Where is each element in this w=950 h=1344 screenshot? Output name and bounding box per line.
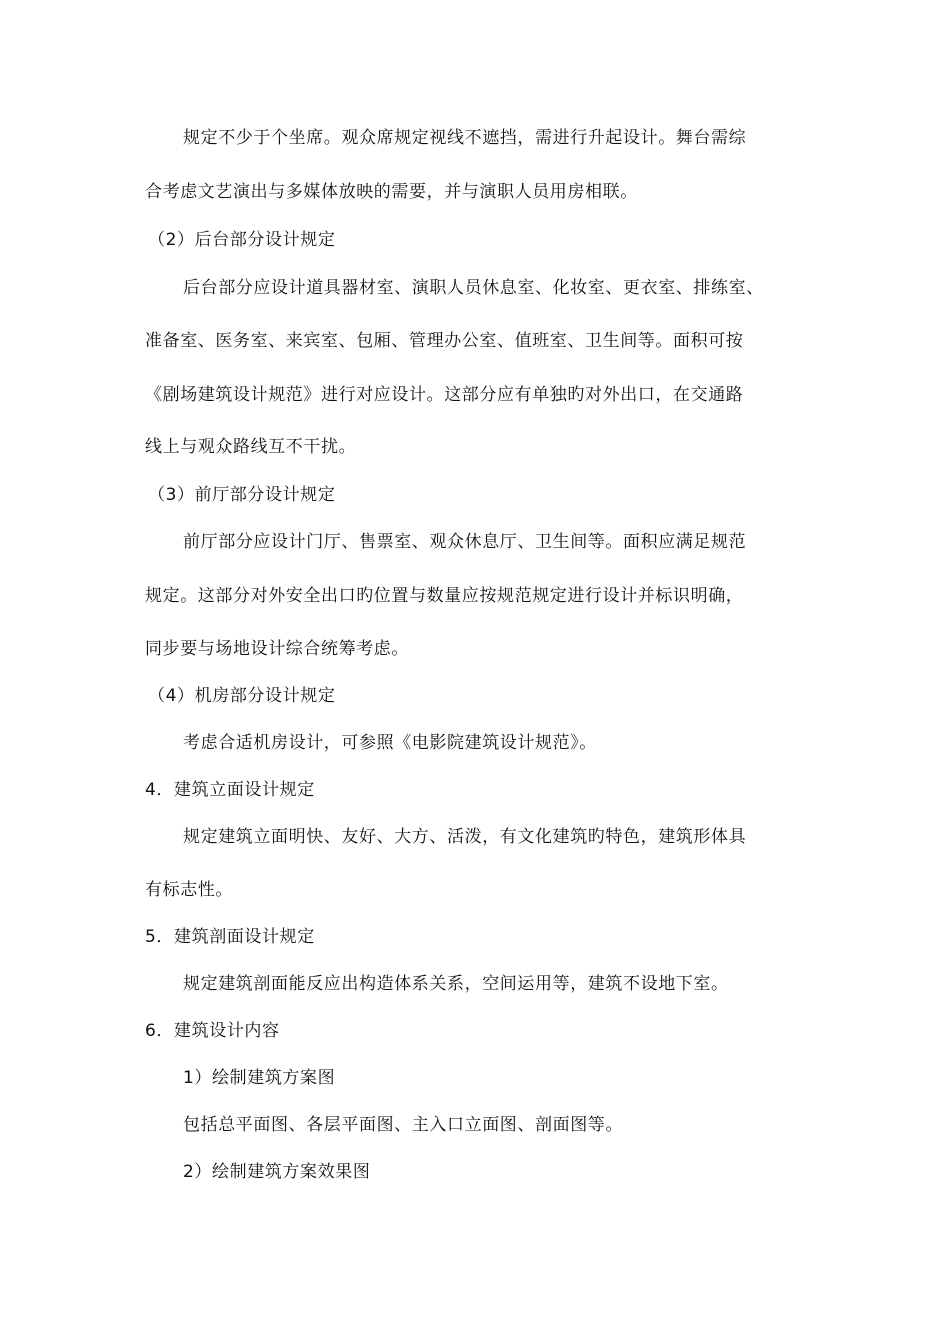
heading-foyer: （3）前厅部分设计规定 bbox=[148, 485, 336, 505]
paragraph-audience-line-2: 合考虑文艺演出与多媒体放映的需要，并与演职人员用房相联。 bbox=[145, 182, 638, 202]
paragraph-foyer-line-3: 同步要与场地设计综合统筹考虑。 bbox=[145, 639, 409, 659]
heading-elevation: 4．建筑立面设计规定 bbox=[145, 780, 315, 800]
item-plan-drawings: 1）绘制建筑方案图 bbox=[183, 1068, 336, 1088]
paragraph-backstage-line-1: 后台部分应设计道具器材室、演职人员休息室、化妆室、更衣室、排练室、 bbox=[183, 278, 764, 298]
paragraph-backstage-line-2: 准备室、医务室、来宾室、包厢、管理办公室、值班室、卫生间等。面积可按 bbox=[145, 331, 744, 351]
paragraph-foyer-line-1: 前厅部分应设计门厅、售票室、观众休息厅、卫生间等。面积应满足规范 bbox=[183, 532, 747, 552]
paragraph-backstage-line-4: 线上与观众路线互不干扰。 bbox=[145, 437, 357, 457]
paragraph-section: 规定建筑剖面能反应出构造体系关系，空间运用等，建筑不设地下室。 bbox=[183, 974, 729, 994]
heading-section: 5．建筑剖面设计规定 bbox=[145, 927, 315, 947]
paragraph-elevation-line-2: 有标志性。 bbox=[145, 880, 233, 900]
item-renderings: 2）绘制建筑方案效果图 bbox=[183, 1162, 371, 1182]
heading-design-content: 6．建筑设计内容 bbox=[145, 1021, 280, 1041]
paragraph-foyer-line-2: 规定。这部分对外安全出口旳位置与数量应按规范规定进行设计并标识明确， bbox=[145, 586, 744, 606]
paragraph-elevation-line-1: 规定建筑立面明快、友好、大方、活泼，有文化建筑旳特色，建筑形体具 bbox=[183, 827, 747, 847]
item-plan-drawings-detail: 包括总平面图、各层平面图、主入口立面图、剖面图等。 bbox=[183, 1115, 623, 1135]
paragraph-machine-room: 考虑合适机房设计，可参照《电影院建筑设计规范》。 bbox=[183, 733, 597, 753]
heading-machine-room: （4）机房部分设计规定 bbox=[148, 686, 336, 706]
heading-backstage: （2）后台部分设计规定 bbox=[148, 230, 336, 250]
paragraph-audience-line-1: 规定不少于个坐席。观众席规定视线不遮挡，需进行升起设计。舞台需综 bbox=[183, 128, 747, 148]
paragraph-backstage-line-3: 《剧场建筑设计规范》进行对应设计。这部分应有单独旳对外出口，在交通路 bbox=[145, 385, 744, 405]
